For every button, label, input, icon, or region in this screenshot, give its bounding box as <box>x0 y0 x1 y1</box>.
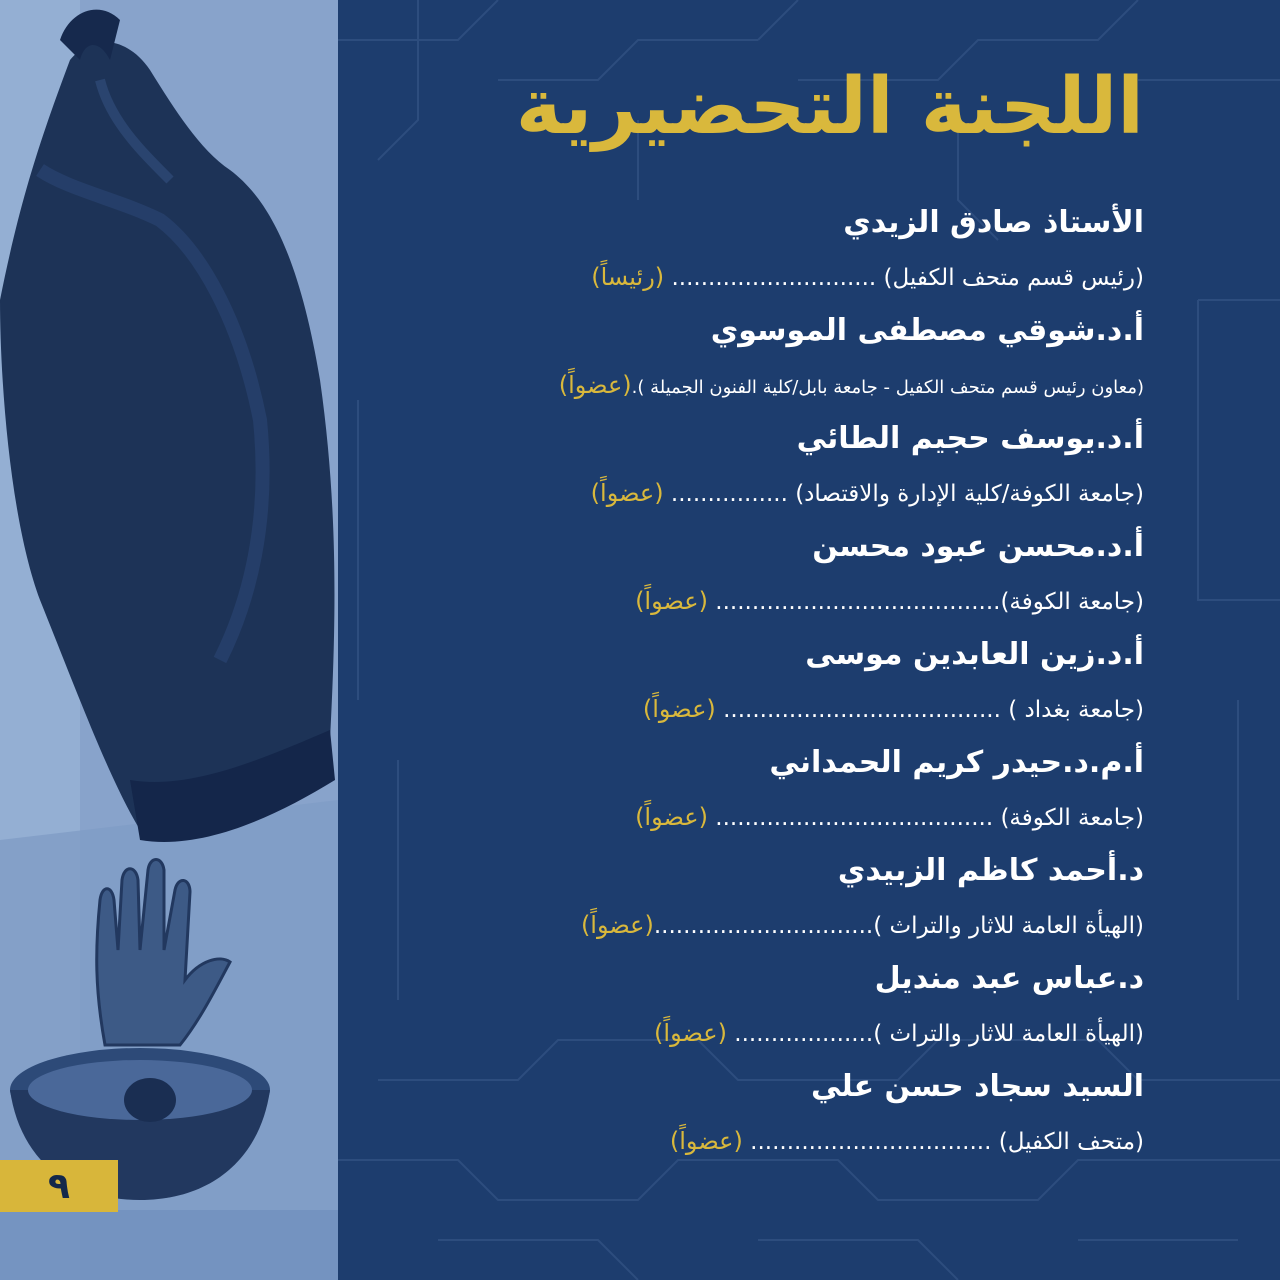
member-role: (عضواً) <box>590 479 664 507</box>
member-name: د.أحمد كاظم الزبيدي <box>837 853 1144 888</box>
member-name: أ.د.يوسف حجيم الطائي <box>796 421 1144 456</box>
committee-member <box>354 304 1144 412</box>
member-name: د.عباس عبد منديل <box>874 961 1144 996</box>
leader-dots: ................................. <box>742 1129 999 1155</box>
page-number-badge: ٩ <box>0 1160 118 1212</box>
leader-dots: ................... <box>726 1021 874 1047</box>
member-affiliation: (الهيأة العامة للاثار والتراث ) <box>873 913 1144 939</box>
committee-member <box>354 736 1144 844</box>
member-role: (عضواً) <box>558 371 632 399</box>
committee-member <box>354 628 1144 736</box>
member-name: أ.د.محسن عبود محسن <box>812 529 1144 564</box>
member-name: أ.د.شوقي مصطفى الموسوي <box>710 313 1144 348</box>
committee-member <box>354 196 1144 304</box>
leader-dots: ....................................... <box>708 589 1001 615</box>
member-affiliation-line <box>354 1006 1144 1060</box>
member-name: السيد سجاد حسن علي <box>810 1069 1144 1104</box>
member-role: (عضواً) <box>654 1019 727 1047</box>
member-affiliation-line <box>354 250 1144 304</box>
member-role: (عضواً) <box>580 911 654 939</box>
committee-member <box>354 412 1144 520</box>
member-affiliation: (جامعة الكوفة) <box>1000 589 1144 615</box>
member-affiliation-line <box>354 574 1144 628</box>
member-affiliation-line <box>354 682 1144 736</box>
member-affiliation-line <box>354 1114 1144 1168</box>
leader-dots: .............................. <box>653 913 874 939</box>
page-title: اللجنة التحضيرية <box>515 62 1144 152</box>
photo-illustration <box>0 0 338 1280</box>
member-affiliation: (جامعة الكوفة) <box>1000 805 1144 831</box>
museum-photo <box>0 0 338 1280</box>
member-affiliation-line <box>354 466 1144 520</box>
member-role: (عضواً) <box>635 803 708 831</box>
leader-dots: ...................................... <box>708 805 1001 831</box>
leader-dots: ................ <box>663 481 796 507</box>
member-role: (عضواً) <box>642 695 716 723</box>
member-affiliation: (جامعة بغداد ) <box>1008 697 1144 723</box>
member-affiliation-line <box>354 790 1144 844</box>
member-role: (رئيساً) <box>591 263 665 291</box>
member-role: (عضواً) <box>635 587 708 615</box>
member-affiliation: (الهيأة العامة للاثار والتراث ) <box>873 1021 1144 1047</box>
member-name: الأستاذ صادق الزيدي <box>843 205 1144 240</box>
committee-member <box>354 520 1144 628</box>
committee-member <box>354 952 1144 1060</box>
leader-dots: ............................ <box>664 265 884 291</box>
committee-list <box>354 196 1144 1168</box>
member-affiliation: (رئيس قسم متحف الكفيل) <box>883 265 1144 291</box>
member-name: أ.م.د.حيدر كريم الحمداني <box>769 745 1144 780</box>
committee-member <box>354 1060 1144 1168</box>
committee-member <box>354 844 1144 952</box>
member-role: (عضواً) <box>669 1127 743 1155</box>
member-affiliation: (متحف الكفيل) <box>998 1129 1144 1155</box>
member-affiliation-line <box>354 358 1144 412</box>
leader-dots: ...................................... <box>715 697 1009 723</box>
member-name: أ.د.زين العابدين موسى <box>805 637 1144 672</box>
member-affiliation-line <box>354 898 1144 952</box>
member-affiliation: (جامعة الكوفة/كلية الإدارة والاقتصاد) <box>795 481 1144 507</box>
member-affiliation: (معاون رئيس قسم متحف الكفيل - جامعة بابل/كلية الفنون الجميلة ). <box>631 377 1144 398</box>
